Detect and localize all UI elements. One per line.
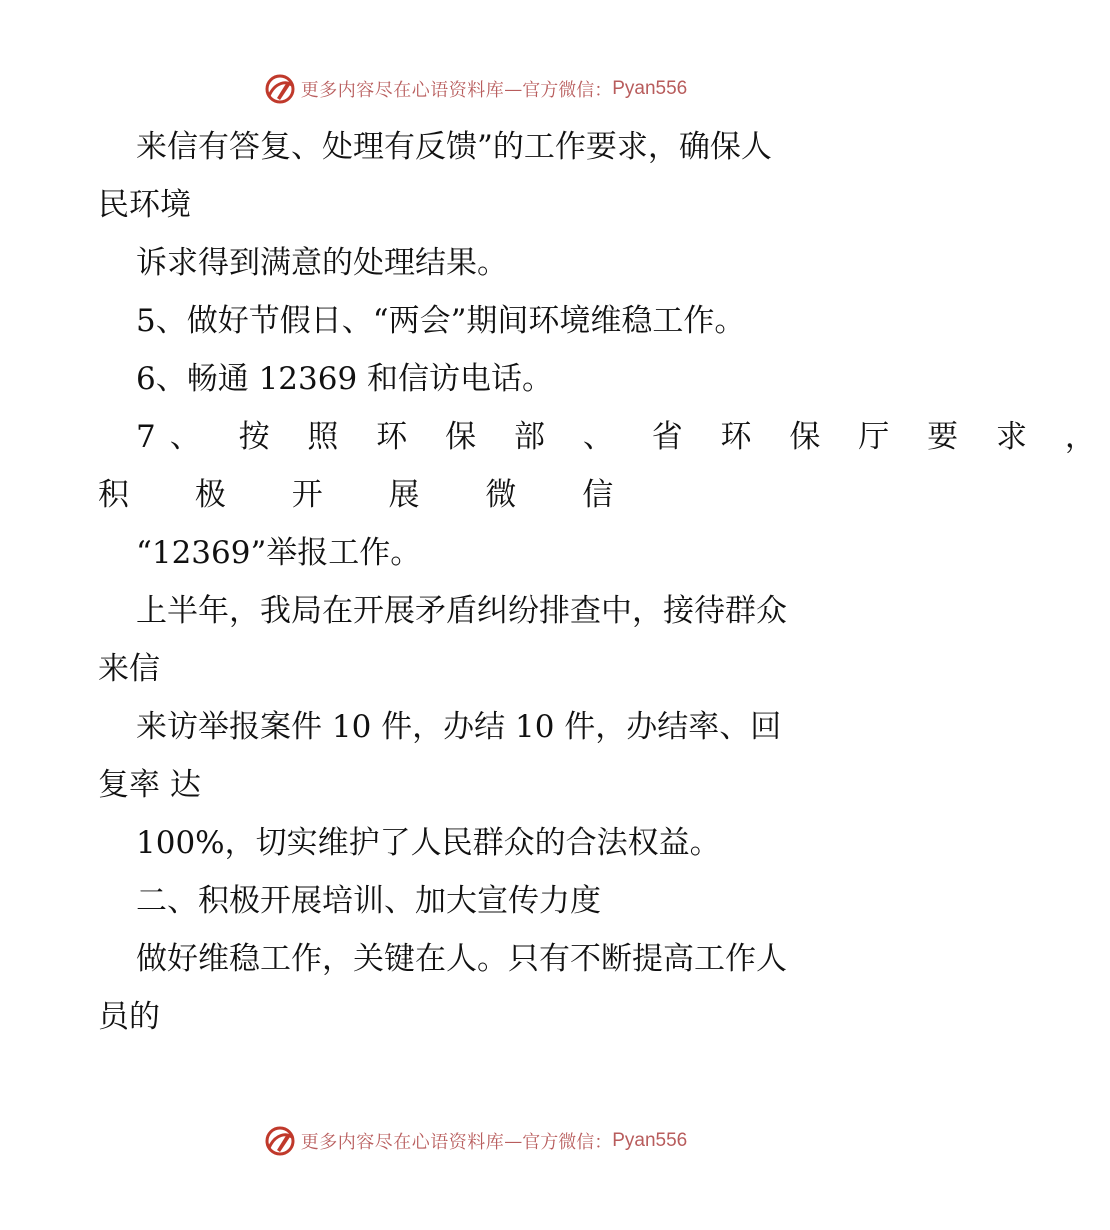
watermark-separator: — — [504, 78, 523, 100]
header-watermark — [0, 72, 950, 106]
text-line: 7、 按 照 环 保 部 、 省 环 保 厅 要 求 ， — [136, 419, 1110, 455]
watermark-label: 官方微信： — [522, 80, 613, 101]
text-line: 来信有答复、处理有反馈”的工作要求，确保人 — [136, 129, 772, 165]
text-line: 二、积极开展培训、加大宣传力度 — [136, 883, 601, 919]
text-line: 来访举报案件 10 件，办结 10 件，办结率、回 — [136, 709, 782, 745]
pen-swirl-logo-icon — [263, 1124, 297, 1158]
document-body — [98, 118, 1110, 1046]
text-line: 复率 达 — [98, 767, 201, 803]
watermark-site-text: 更多内容尽在心语资料库 — [300, 80, 505, 101]
pen-swirl-logo-icon — [263, 72, 297, 106]
text-line: 做好维稳工作，关键在人。只有不断提高工作人 — [136, 941, 787, 977]
text-line: 5、做好节假日、“两会”期间环境维稳工作。 — [136, 303, 746, 339]
text-line: 民环境 — [98, 187, 191, 223]
footer-watermark — [0, 1124, 950, 1158]
watermark-id: Pyan556 — [612, 78, 688, 99]
text-line: 上半年，我局在开展矛盾纠纷排查中，接待群众 — [136, 593, 787, 629]
watermark-id: Pyan556 — [612, 1130, 688, 1151]
text-line: 诉求得到满意的处理结果。 — [136, 245, 508, 281]
text-line: 员的 — [98, 999, 160, 1035]
text-line: 来信 — [98, 651, 160, 687]
watermark-label: 官方微信： — [522, 1132, 613, 1153]
text-line: 6、畅通 12369 和信访电话。 — [136, 361, 554, 397]
text-line: 100%，切实维护了人民群众的合法权益。 — [136, 825, 721, 861]
watermark-site-text: 更多内容尽在心语资料库 — [300, 1132, 505, 1153]
text-line: 积 极 开 展 微 信 — [98, 477, 642, 513]
text-line: “12369”举报工作。 — [136, 535, 422, 571]
watermark-separator: — — [504, 1130, 523, 1152]
